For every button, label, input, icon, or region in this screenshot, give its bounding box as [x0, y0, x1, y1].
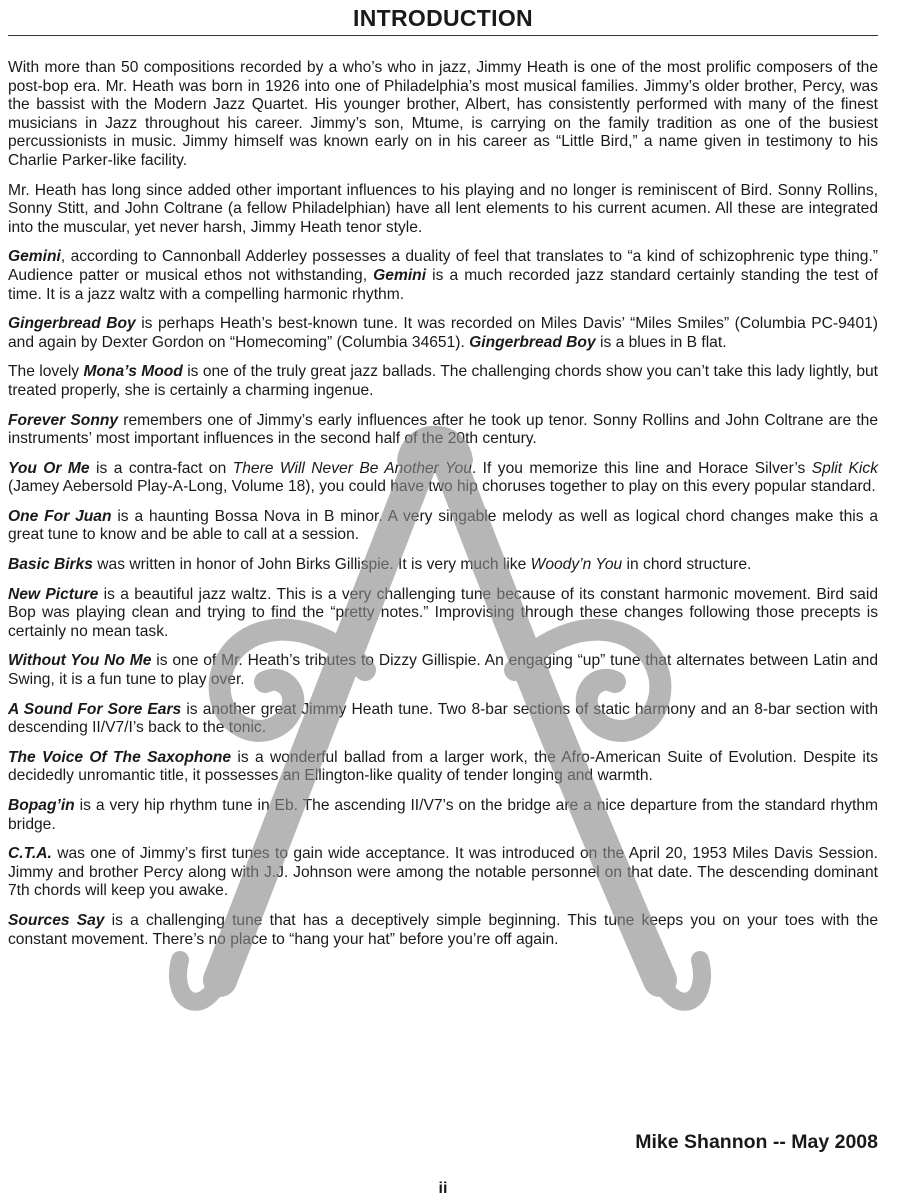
paragraph-text: is perhaps Heath’s best-known tune. It was recorded on Miles Davis’ “Miles Smiles” (Columbia PC-9401) and again by Dexter Gordon on “Homecoming” (Columbia 34651).: [8, 315, 879, 351]
paragraph-text: is one of Mr. Heath’s tributes to Dizzy Gillispie. An engaging “up” tune that alternates between Latin and Swing, it is a fun tune to play over.: [8, 652, 878, 689]
paragraph: [8, 701, 878, 738]
paragraph: [8, 248, 878, 304]
italic-title: Woody’n You: [530, 556, 623, 574]
paragraph: [8, 59, 878, 171]
paragraph-text: is a challenging tune that has a deceptively simple beginning. This tune keeps you on your toes with the constant movement. There’s no place to “hang your hat” before you’re off again.: [8, 911, 878, 948]
paragraph: [8, 749, 878, 786]
paragraph: [8, 363, 878, 400]
page-number: ii: [438, 1180, 448, 1197]
paragraph-text: , according to Cannonball Adderley possesses a duality of feel that translates to “a kind of schizophrenic type thing.” Audience patter or musical ethos not withstanding,: [8, 248, 878, 284]
page-title: INTRODUCTION: [353, 5, 533, 31]
paragraph: [8, 315, 878, 352]
paragraph: [8, 845, 878, 901]
body-text: [8, 59, 878, 949]
italic-title: Split Kick: [811, 459, 878, 477]
tune-title: The Voice Of The Saxophone: [8, 748, 232, 766]
paragraph: [8, 586, 878, 642]
tune-title: You Or Me: [8, 459, 90, 477]
tune-title: Mona’s Mood: [83, 363, 183, 381]
paragraph-text: Mr. Heath has long since added other important influences to his playing and no longer is reminiscent of Bird. Sonny Rollins, Sonny Stitt, and John Coltrane (a fellow Philadelphian) have all lent elements to his current acumen. All these are integrated into the muscular, yet never harsh, Jimmy Heath tenor style.: [8, 181, 878, 236]
italic-title: There Will Never Be Another You: [232, 459, 472, 477]
tune-title: A Sound For Sore Ears: [8, 700, 182, 718]
tune-title: New Picture: [8, 585, 99, 603]
paragraph-text: is another great Jimmy Heath tune. Two 8-bar sections of static harmony and an 8-bar section with descending II/V7/I’s back to the tonic.: [8, 700, 879, 737]
signature: Mike Shannon -- May 2008: [635, 1131, 878, 1153]
paragraph-text: in chord structure.: [622, 556, 752, 574]
paragraph: [8, 508, 878, 545]
title-rule: [8, 35, 878, 36]
tune-title: Forever Sonny: [8, 411, 119, 429]
tune-title: Gingerbread Boy: [8, 315, 136, 333]
paragraph-text: remembers one of Jimmy’s early influences after he took up tenor. Sonny Rollins and John Coltrane are the instruments’ most important influences in the second half of the 20th century.: [8, 411, 878, 448]
paragraph-text: (Jamey Aebersold Play-A-Long, Volume 18), you could have two hip choruses together to play on this every popular standard.: [8, 478, 876, 496]
paragraph: [8, 556, 878, 575]
paragraph-text: is one of the truly great jazz ballads. The challenging chords show you can’t take this lady lightly, but treated properly, she is certainly a charming ingenue.: [8, 363, 878, 399]
paragraph-text: The lovely: [8, 363, 84, 381]
document-page: [8, 0, 878, 1204]
paragraph-text: was one of Jimmy’s first tunes to gain wide acceptance. It was introduced on the April 20, 1953 Miles Davis Session. Jimmy and brother Percy along with J.J. Johnson were among the notable personnel on that date. The descending dominant 7th chords will keep you awake.: [8, 845, 878, 900]
paragraph-text: is a very hip rhythm tune in Eb. The ascending II/V7’s on the bridge are a nice departure from the standard rhythm bridge.: [8, 797, 878, 833]
paragraph-text: is a contra-fact on: [89, 459, 233, 477]
tune-title: Basic Birks: [8, 556, 93, 574]
tune-title: Gemini: [373, 266, 427, 284]
tune-title: Gemini: [8, 248, 61, 266]
paragraph-text: is a blues in B flat.: [595, 333, 727, 351]
paragraph-text: . If you memorize this line and Horace Silver’s: [471, 459, 812, 477]
paragraph-text: is a much recorded jazz standard certainly standing the test of time. It is a jazz waltz with a compelling harmonic rhythm.: [8, 266, 878, 303]
tune-title: One For Juan: [8, 507, 112, 525]
paragraph: [8, 412, 878, 449]
paragraph-text: is a wonderful ballad from a larger work, the Afro-American Suite of Evolution. Despite its decidedly unromantic title, it possesses an Ellington-like quality of tender longing and warmth.: [8, 748, 878, 785]
paragraph: [8, 797, 878, 834]
paragraph-text: With more than 50 compositions recorded by a who’s who in jazz, Jimmy Heath is one of the most prolific composers of the post-bop era. Mr. Heath was born in 1926 into one of Philadelphia’s most musical families. Jimmy’s older brother, Percy, was the bassist with the Modern Jazz Quartet. His younger brother, Albert, has consistently performed with many of the finest musicians in Jazz throughout his career. Jimmy’s son, Mtume, is carrying on the family tradition as one of the busiest percussionists in music. Jimmy himself was known early on in his career as “Little Bird,” a name given in testimony to his Charlie Parker-like facility.: [8, 59, 878, 169]
tune-title: C.T.A.: [8, 845, 52, 863]
paragraph: [8, 652, 878, 689]
paragraph: [8, 912, 878, 949]
tune-title: Gingerbread Boy: [469, 333, 596, 351]
tune-title: Without You No Me: [8, 652, 152, 670]
tune-title: Sources Say: [8, 911, 105, 929]
tune-title: Bopag’in: [8, 797, 75, 814]
paragraph-text: is a beautiful jazz waltz. This is a very challenging tune because of its constant harmonic movement. Bird said Bop was playing clean and trying to find the “pretty notes.” Improvising through these changes following those precepts is certainly no mean task.: [8, 585, 878, 640]
paragraph-text: was written in honor of John Birks Gillispie. It is very much like: [92, 556, 531, 574]
paragraph: [8, 460, 878, 497]
paragraph: [8, 182, 878, 238]
paragraph-text: is a haunting Bossa Nova in B minor. A very singable melody as well as logical chord changes make this a great tune to know and be able to call at a session.: [8, 507, 879, 544]
